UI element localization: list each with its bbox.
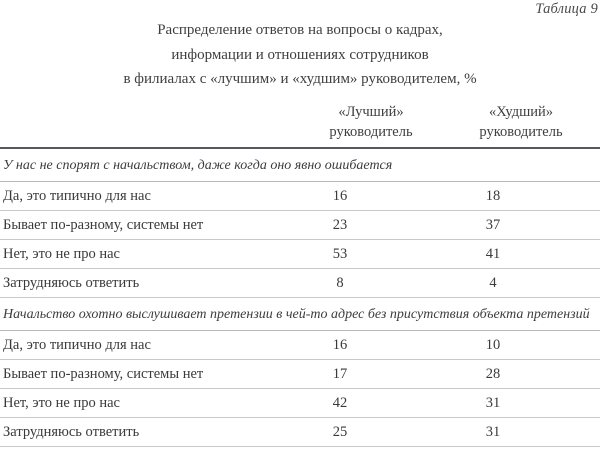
page-title [0,18,600,92]
page-title-line-3: в филиалах с «лучшим» и «худшим» руководителем, % [123,71,477,87]
answer-label: Бывает по-разному, системы нет [0,360,300,389]
answer-label: Затрудняюсь ответить [0,418,300,447]
answer-label: Да, это типично для нас [0,182,300,211]
page-title-line-2: информации и отношениях сотрудников [171,46,429,63]
value-best-manager: 23 [300,211,442,240]
column-header-worst-line-2: руководитель [479,124,563,140]
table-body [0,148,600,447]
value-best-manager: 8 [300,269,442,298]
table-header-row [0,96,600,148]
question-row [0,148,600,182]
value-best-manager: 25 [300,418,442,447]
table-row [0,389,600,418]
table-row [0,418,600,447]
question-row [0,298,600,331]
value-best-manager: 16 [300,182,442,211]
column-header-best-manager [300,96,442,148]
column-header-worst-manager [442,96,600,148]
table-row [0,182,600,211]
page-title-line-1: Распределение ответов на вопросы о кадрах, [157,22,443,38]
column-header-worst-line-1: «Худший» [488,104,554,120]
question-text [0,298,600,331]
answer-label: Нет, это не про нас [0,389,300,418]
table-row [0,331,600,360]
table-row [0,240,600,269]
table-row [0,211,600,240]
answer-label: Нет, это не про нас [0,240,300,269]
survey-results-table [0,96,600,447]
answer-label: Затрудняюсь ответить [0,269,300,298]
value-worst-manager: 4 [442,269,600,298]
value-worst-manager: 37 [442,211,600,240]
question-text [0,148,600,182]
question-line-1: У нас не спорят с начальством, даже когда оно явно ошибается [3,158,393,173]
value-worst-manager: 31 [442,418,600,447]
question-line-2: объекта претензий [472,307,590,322]
value-worst-manager: 18 [442,182,600,211]
question-line-1: Начальство охотно выслушивает претензии в чей-то адрес без присутствия [3,307,470,322]
answer-label: Бывает по-разному, системы нет [0,211,300,240]
table-number-caption: Таблица 9 [535,1,598,17]
table-row [0,360,600,389]
column-header-best-line-1: «Лучший» [338,104,404,120]
value-worst-manager: 41 [442,240,600,269]
value-best-manager: 53 [300,240,442,269]
value-best-manager: 17 [300,360,442,389]
value-worst-manager: 28 [442,360,600,389]
table-row [0,269,600,298]
answer-label: Да, это типично для нас [0,331,300,360]
value-best-manager: 16 [300,331,442,360]
value-worst-manager: 10 [442,331,600,360]
value-worst-manager: 31 [442,389,600,418]
table-header [0,96,600,148]
column-header-label [0,96,300,148]
value-best-manager: 42 [300,389,442,418]
column-header-best-line-2: руководитель [329,124,413,140]
